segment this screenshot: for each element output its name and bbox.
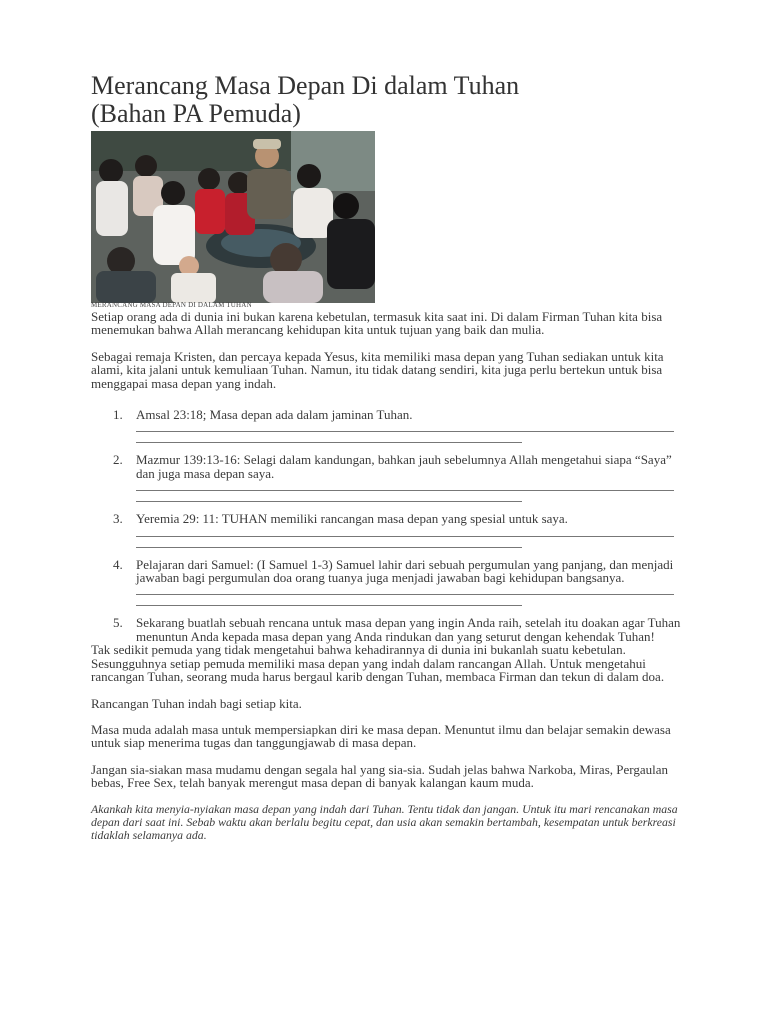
answer-line[interactable] [136,491,522,502]
paragraph-calling: Tak sedikit pemuda yang tidak mengetahui bahwa kehadirannya di dunia ini bukanlah suatu kebetulan. Sesungguhnya setiap pemuda memiliki masa depan yang indah dalam rancangan Allah. Untuk mengetahui rancangan Tuhan, seorang muda harus bergaul karib dengan Tuhan, membaca Firman dan tekun di dalam doa. [91,642,665,685]
list-item-number: 4. [113,556,123,572]
list-item-text: Sekarang buatlah sebuah rencana untuk masa depan yang ingin Anda raih, setelah itu doakan agar Tuhan menuntun Anda kepada masa depan yang Anda rindukan dan yang seturut dengan kehendak Tuhan! [136,615,681,644]
list-item [91,408,691,443]
list-item-number: 2. [113,452,123,468]
photo-caption: MERANCANG MASA DEPAN DI DALAM TUHAN [91,301,252,309]
answer-line[interactable] [136,526,674,537]
document-title [91,72,731,128]
group-photo [91,131,375,303]
intro-paragraph-1: Setiap orang ada di dunia ini bukan karena kebetulan, termasuk kita saat ini. Di dalam Firman Tuhan kita bisa menemukan bahwa Allah merancang kehidupan kita untuk tujuan yang baik dan mulia. [91,309,663,338]
answer-line[interactable] [136,480,674,491]
list-item [91,512,691,547]
list-item [91,453,691,502]
answer-line[interactable] [136,421,674,432]
answer-line[interactable] [136,432,522,443]
group-photo-illustration [91,131,375,303]
answer-line[interactable] [136,595,522,606]
paragraph-closing: Akankah kita menyia-nyiakan masa depan yang indah dari Tuhan. Tentu tidak dan jangan. Untuk itu mari rencanakan masa depan dari saat ini. Sebab waktu akan berlalu begitu cepat, dan usia akan semakin bertambah, kesempatan untuk berkreasi tidaklah selamanya ada. [91,801,678,842]
list-item-number: 1. [113,407,123,423]
intro-paragraph-2: Sebagai remaja Kristen, dan percaya kepada Yesus, kita memiliki masa depan yang Tuhan sediakan untuk kita alami, kita jalani untuk kemuliaan Tuhan. Namun, itu tidak datang sendiri, kita juga perlu bertekun untuk bisa menggapai masa depan yang indah. [91,348,664,391]
answer-line[interactable] [136,537,522,548]
list-item-text: Mazmur 139:13-16: Selagi dalam kandungan, bahkan jauh sebelumnya Allah mengetahui siapa “Saya” dan juga masa depan saya. [136,452,672,481]
list-item [91,558,691,607]
paragraph-rancangan: Rancangan Tuhan indah bagi setiap kita. [91,695,302,711]
list-item-number: 5. [113,615,123,631]
answer-line[interactable] [136,584,674,595]
list-item-text: Amsal 23:18; Masa depan ada dalam jaminan Tuhan. [136,407,413,423]
document-body [91,310,691,855]
list-item-number: 3. [113,511,123,527]
list-item-text: Pelajaran dari Samuel: (I Samuel 1-3) Samuel lahir dari sebuah pergumulan yang panjang, dan menjadi jawaban bagi pergumulan doa orang tuanya juga menjadi jawaban bagi kehidupan bangsanya. [136,556,674,586]
list-item [91,616,691,643]
list-item-text: Yeremia 29: 11: TUHAN memiliki rancangan masa depan yang spesial untuk saya. [136,511,568,527]
study-list [91,408,691,643]
title-line-1: Merancang Masa Depan Di dalam Tuhan [91,71,520,100]
paragraph-warning: Jangan sia-siakan masa mudamu dengan segala hal yang sia-sia. Sudah jelas bahwa Narkoba, Miras, Pergaulan bebas, Free Sex, telah banyak merengut masa depan di banyak kalangan kaum muda. [91,761,669,791]
title-line-2: (Bahan PA Pemuda) [91,99,301,128]
paragraph-masa-muda: Masa muda adalah masa untuk mempersiapkan diri ke masa depan. Menuntut ilmu dan belajar semakin dewasa untuk siap menerima tugas dan tanggungjawab di masa depan. [91,721,671,751]
